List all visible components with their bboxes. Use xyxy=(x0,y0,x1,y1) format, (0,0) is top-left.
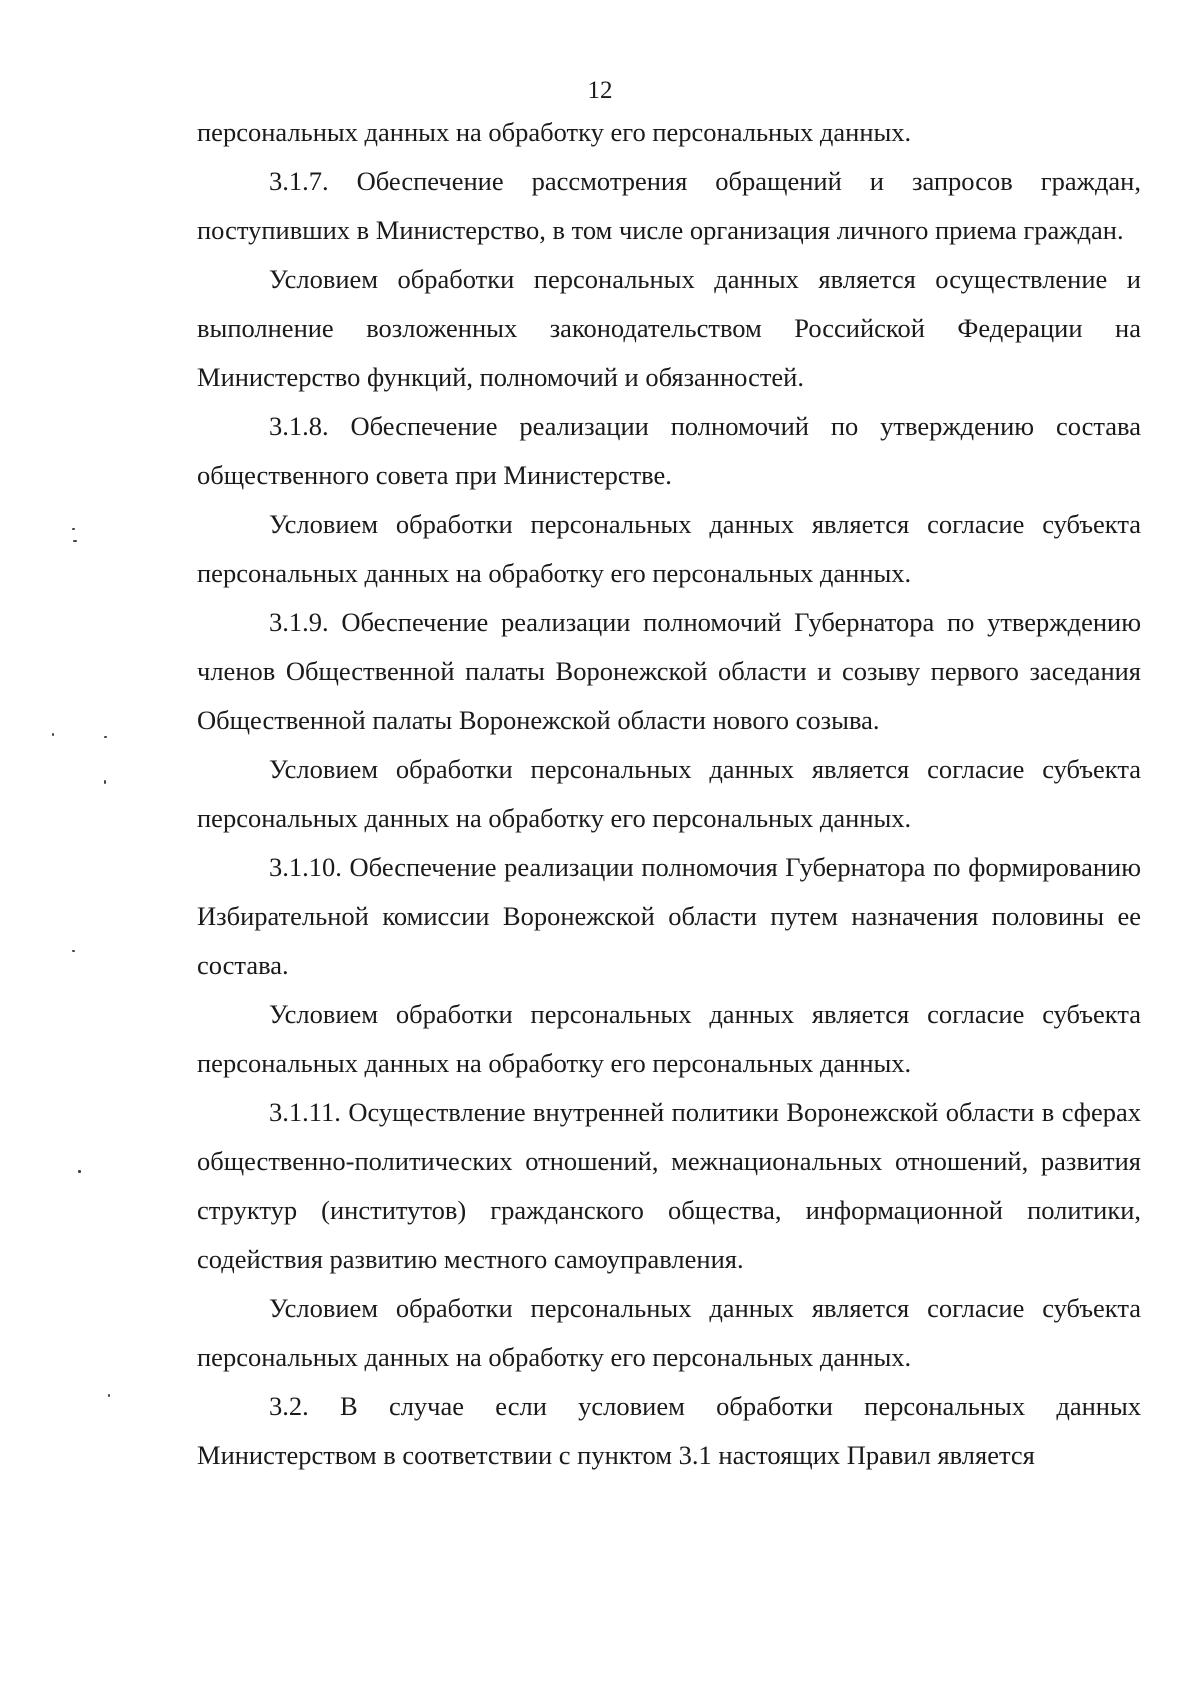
paragraph-section-3-1-8: 3.1.8. Обеспечение реализации полномочий по утверждению состава общественного совета при Министерстве. xyxy=(197,411,1141,490)
scan-artifact xyxy=(104,780,106,784)
paragraph-section-3-1-10: 3.1.10. Обеспечение реализации полномочия Губернатора по формированию Избирательной комиссии Воронежской области путем назначения половины ее состава. xyxy=(197,852,1141,980)
paragraph-section-3-1-9: 3.1.9. Обеспечение реализации полномочий Губернатора по утверждению членов Общественной палаты Воронежской области и созыву первого заседания Общественной палаты Воронежской области нового созыва. xyxy=(197,607,1141,735)
paragraph-section-3-1-7: 3.1.7. Обеспечение рассмотрения обращений и запросов граждан, поступивших в Министерство, в том числе организация личного приема граждан. xyxy=(197,166,1141,245)
document-body xyxy=(197,108,1141,1480)
scan-artifact xyxy=(72,528,75,530)
paragraph-section-3-1-11: 3.1.11. Осуществление внутренней политики Воронежской области в сферах общественно-политических отношений, межнациональных отношений, развития структур (институтов) гражданского общества, информационной политики, содействия развитию местного самоуправления. xyxy=(197,1097,1141,1274)
scan-artifact xyxy=(108,1394,110,1397)
scan-artifact xyxy=(73,540,77,542)
page-number: 12 xyxy=(587,77,613,104)
paragraph-condition: Условием обработки персональных данных является согласие субъекта персональных данных на обработку его персональных данных. xyxy=(197,999,1141,1078)
paragraph-condition: Условием обработки персональных данных является согласие субъекта персональных данных на обработку его персональных данных. xyxy=(197,1293,1141,1372)
paragraph-condition: Условием обработки персональных данных является согласие субъекта персональных данных на обработку его персональных данных. xyxy=(197,754,1141,833)
paragraph-section-3-2: 3.2. В случае если условием обработки персональных данных Министерством в соответствии с пунктом 3.1 настоящих Правил является xyxy=(197,1391,1141,1470)
scan-artifact xyxy=(72,950,75,952)
scan-artifact xyxy=(78,1170,81,1173)
paragraph: персональных данных на обработку его персональных данных. xyxy=(197,117,912,147)
scan-artifact xyxy=(52,733,54,736)
paragraph-condition: Условием обработки персональных данных является осуществление и выполнение возложенных законодательством Российской Федерации на Министерство функций, полномочий и обязанностей. xyxy=(197,264,1141,392)
paragraph-condition: Условием обработки персональных данных является согласие субъекта персональных данных на обработку его персональных данных. xyxy=(197,509,1141,588)
scan-artifact xyxy=(104,736,107,738)
